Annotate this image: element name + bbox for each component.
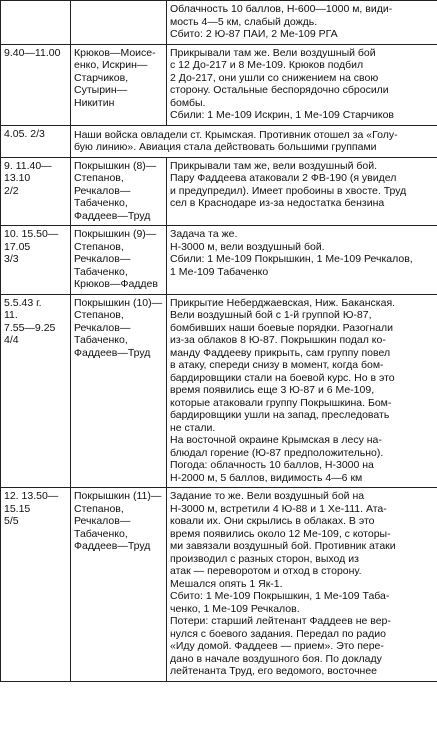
sortie-time-cell: 12. 13.50— 15.15 5/5 <box>1 488 71 682</box>
notes-line: Сбито: 1 Ме-109 Покрышкин, 1 Ме-109 Таба- <box>170 590 390 602</box>
notes-line: Сбито: 2 Ю-87 ПАИ, 2 Ме-109 РГА <box>170 28 338 40</box>
notes-line: лейтенанта Труд, его ведомого, восточнее <box>170 665 378 677</box>
notes-line: Н-3000 м, встретили 4 Ю-88 и 1 Хе-111. Ата- <box>170 502 387 515</box>
mission-notes-cell <box>167 157 437 226</box>
notes-line: из-за облаков 8 Ю-87. Покрышкин подал ко- <box>170 334 386 346</box>
notes-line: «Иду домой. Фаддеев — прием». Это пере- <box>170 640 384 652</box>
notes-line: время появились около 12 Ме-109, с которы- <box>170 527 391 540</box>
sortie-time-cell: 5.5.43 г. 11. 7.55—9.25 4/4 <box>1 294 71 488</box>
notes-line: Сбили: 1 Ме-109 Покрышкин, 1 Ме-109 Речкалов, <box>170 253 413 265</box>
notes-line: и предупредил). Имеет пробоины в хвосте. Труд <box>170 184 407 197</box>
notes-line: блюдал горение (Ю-87 предположительно). <box>170 446 384 459</box>
situation-note-cell: Наши войска овладели ст. Крымская. Противник отошел за «Голу- бую линию». Авиация стала действовать большими группами <box>71 125 437 157</box>
notes-line: Прикрывали там же, вели воздушный бой. <box>170 159 377 172</box>
crew-cell: Покрышкин (11)— Степанов, Речкалов—Табаченко, Фаддеев—Труд <box>71 488 167 682</box>
notes-line: манду Фаддееву прикрыть, сам группу повел <box>170 346 391 359</box>
notes-line: производил с разных сторон, выход из <box>170 552 359 565</box>
notes-line: Погода: облачность 10 баллов, Н-3000 на <box>170 459 374 471</box>
notes-line: сел в Краснодаре из-за недостатка бензина <box>170 197 385 209</box>
mission-notes-cell <box>167 488 437 682</box>
sortie-time-cell <box>1 1 71 45</box>
notes-line: Мешался опять 1 Як-1. <box>170 577 283 590</box>
notes-line: мость 4—5 км, слабый дождь. <box>170 15 318 28</box>
notes-line: Н-2000 м, 5 баллов, видимость 4—6 км <box>170 471 363 484</box>
crew-cell <box>71 1 167 45</box>
mission-notes-cell <box>167 294 437 488</box>
notes-line: Сбили: 1 Ме-109 Искрин, 1 Ме-109 Старчиков <box>170 109 394 121</box>
notes-line: 2 До-217, они ушли со снижением на свою <box>170 71 379 84</box>
crew-cell: Крюков—Моисе- енко, Искрин— Старчиков, Сутырин—Никитин <box>71 44 167 125</box>
crew-cell: Покрышкин (8)— Степанов, Речкалов—Табаченко, Фаддеев—Труд <box>71 157 167 226</box>
notes-line: Облачность 10 баллов, Н-600—1000 м, види- <box>170 3 393 15</box>
log-row <box>1 294 437 488</box>
combat-log-body <box>1 1 437 682</box>
notes-line: не стали. <box>170 421 216 434</box>
sortie-time-cell: 4.05. 2/3 <box>1 125 71 157</box>
crew-cell: Покрышкин (9)— Степанов, Речкалов—Табаченко, Крюков—Фаддев <box>71 226 167 295</box>
notes-line: с 12 До-217 и 8 Ме-109. Крюков подбил <box>170 59 364 71</box>
notes-line: сторону. Остальные беспорядочно сбросили <box>170 84 389 96</box>
sortie-time-cell: 10. 15.50— 17.05 3/3 <box>1 226 71 295</box>
log-row <box>1 226 437 295</box>
crew-cell: Покрышкин (10)— Степанов, Речкалов—Табаченко, Фаддеев—Труд <box>71 294 167 488</box>
notes-line: 1 Ме-109 Табаченко <box>170 265 269 278</box>
notes-line: Прикрывали там же. Вели воздушный бой <box>170 46 376 59</box>
notes-line: бомбивших наши боевые порядки. Разогнали <box>170 321 394 334</box>
notes-line: Потери: старший лейтенант Фаддеев не вер- <box>170 615 391 627</box>
notes-line: дано в начале воздушного боя. По докладу <box>170 652 382 665</box>
notes-line: бардировщики стали на боевой курс. Но в это <box>170 371 395 384</box>
notes-line: На восточной окраине Крымская в лесу на- <box>170 434 382 446</box>
log-row <box>1 1 437 45</box>
notes-line: время появились еще 3 Ю-87 и 6 Ме-109, <box>170 384 375 396</box>
notes-line: ковали их. Они скрылись в облаках. В это <box>170 515 375 527</box>
sortie-time-cell: 9.40—11.00 <box>1 44 71 125</box>
notes-line: атак — переворотом и отход в сторону. <box>170 565 362 577</box>
notes-line: Задание то же. Вели воздушный бой на <box>170 490 365 502</box>
notes-line: Прикрытие Неберджаевская, Ниж. Баканская. <box>170 296 396 309</box>
log-row <box>1 157 437 226</box>
mission-notes-cell <box>167 44 437 125</box>
notes-line: Н-3000 м, вели воздушный бой. <box>170 240 325 253</box>
sortie-time-cell: 9. 11.40— 13.10 2/2 <box>1 157 71 226</box>
notes-line: Пару Фаддеева атаковали 2 ФВ-190 (я увидел <box>170 172 397 184</box>
log-row <box>1 488 437 682</box>
log-row <box>1 125 437 157</box>
notes-line: которые атаковали группу Покрышкина. Бом- <box>170 396 392 409</box>
mission-notes-cell <box>167 1 437 45</box>
notes-line: Вели воздушный бой с 1-й группой Ю-87, <box>170 309 372 321</box>
mission-notes-cell <box>167 226 437 295</box>
notes-line: ченко, 1 Ме-109 Речкалов. <box>170 602 300 615</box>
notes-line: нулся с боевого задания. Передал по радио <box>170 627 386 640</box>
notes-line: в атаку, спереди снизу в момент, когда бом- <box>170 359 384 371</box>
notes-line: бомбы. <box>170 96 206 109</box>
notes-line: ми завязали воздушный бой. Противник атаки <box>170 540 396 552</box>
notes-line: бардировщики ушли на запад, преследовать <box>170 409 390 421</box>
notes-line: Задача та же. <box>170 228 238 240</box>
log-row <box>1 44 437 125</box>
